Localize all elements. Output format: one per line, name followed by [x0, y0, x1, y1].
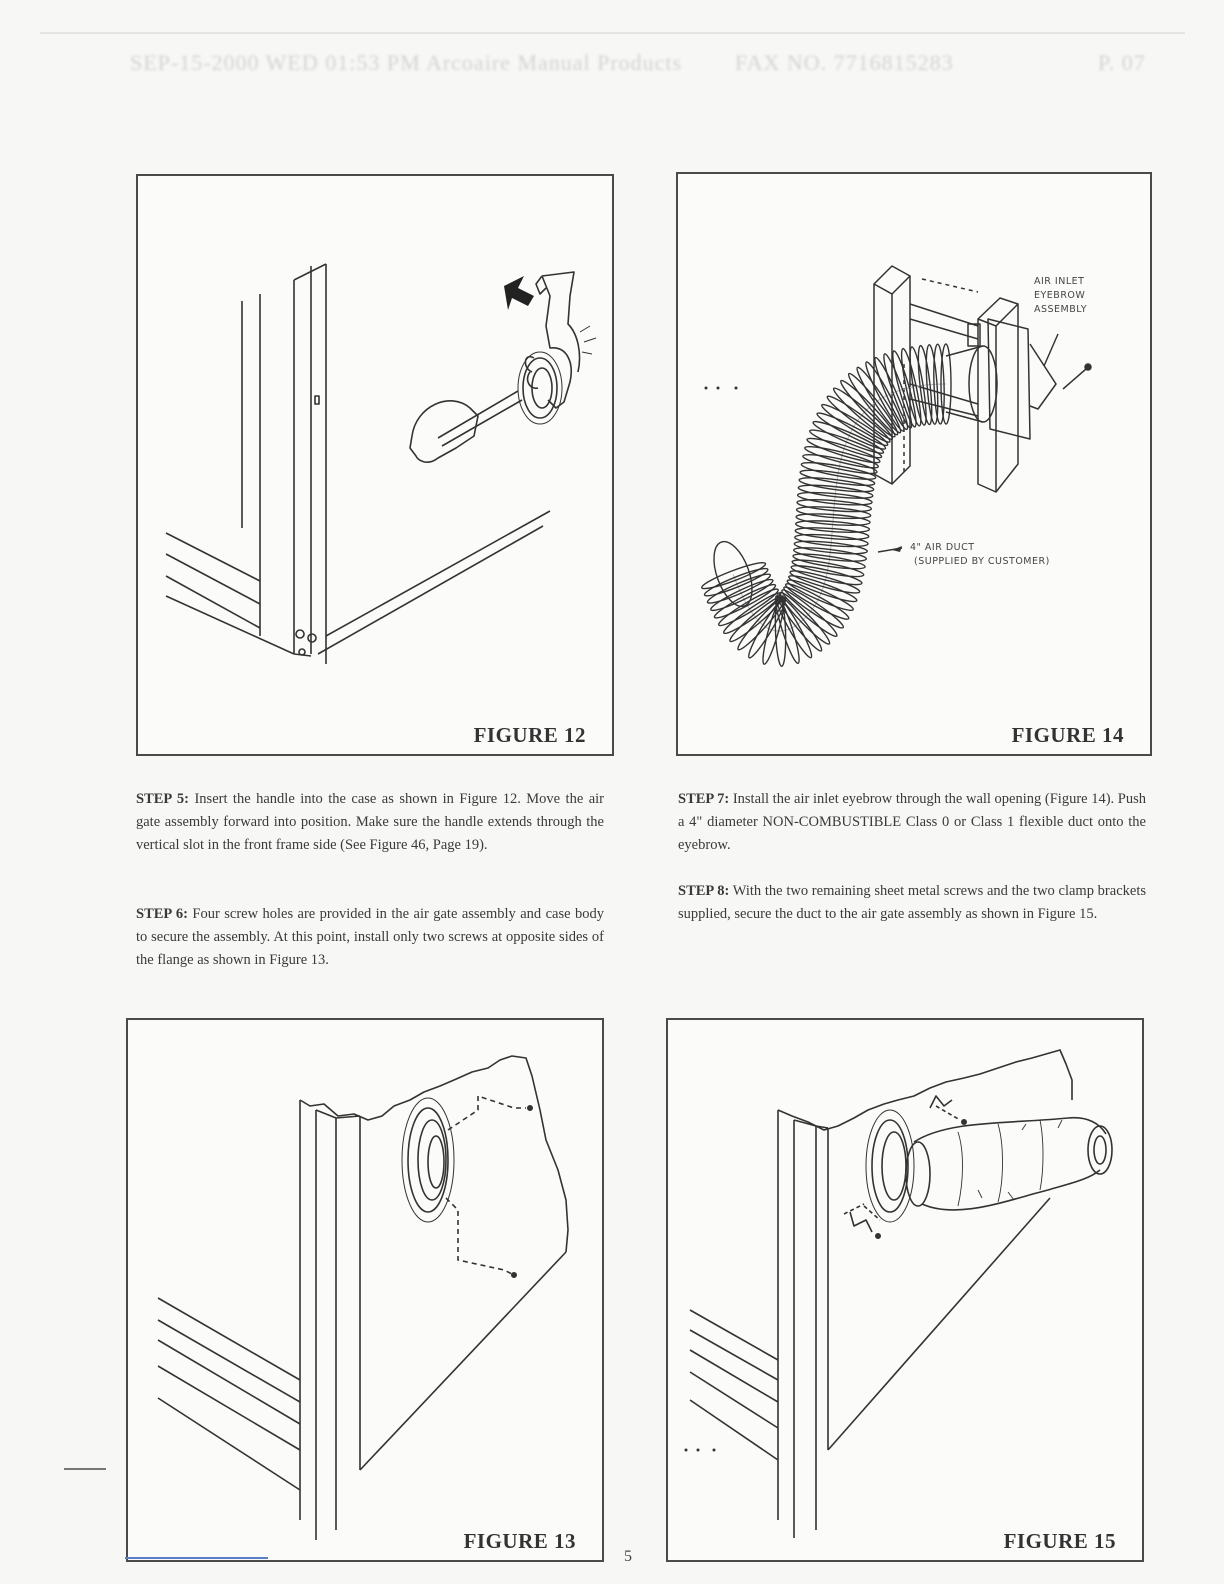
figure-14-label: FIGURE 14: [1011, 723, 1124, 747]
figure-15-label: FIGURE 15: [1003, 1529, 1116, 1553]
callout-eyebrow-line-1: AIR INLET: [1034, 276, 1085, 287]
direction-arrow-icon: [504, 276, 534, 310]
footer-underline: [125, 1557, 268, 1559]
callout-eyebrow-line-3: ASSEMBLY: [1034, 304, 1088, 315]
step-5-title: STEP 5:: [136, 791, 189, 807]
figure-13: [126, 1018, 604, 1562]
fax-header-sender: SEP-15-2000 WED 01:53 PM Arcoaire Manual Products: [130, 50, 683, 75]
step-5-text: Insert the handle into the case as shown in Figure 12. Move the air gate assembly forward into position. Make sure the handle extends through the vertical slot in the front frame side (See Figure 46, Page 19).: [136, 791, 605, 853]
step-8-title: STEP 8:: [678, 883, 730, 899]
margin-mark: [64, 1468, 106, 1470]
step-7-title: STEP 7:: [678, 791, 730, 807]
figure-15: [666, 1018, 1144, 1562]
step-6-title: STEP 6:: [136, 906, 188, 922]
step-7-text: Install the air inlet eyebrow through the wall opening (Figure 14). Push a 4" diameter NON-COMBUSTIBLE Class 0 or Class 1 flexible duct onto the eyebrow.: [678, 791, 1147, 853]
figure-14: [676, 172, 1152, 756]
figure-12-label: FIGURE 12: [473, 723, 586, 747]
figure-12-illustration: [138, 176, 612, 754]
step-5: [136, 788, 604, 857]
fax-header-page: P. 07: [1098, 50, 1146, 75]
figure-14-illustration: [678, 174, 1150, 754]
step-6: [136, 903, 604, 972]
fax-header-number: FAX NO. 7716815283: [735, 50, 954, 75]
step-8-text: With the two remaining sheet metal screws and the two clamp brackets supplied, secure the duct to the air gate assembly as shown in Figure 15.: [678, 883, 1146, 922]
figure-15-illustration: [668, 1020, 1142, 1560]
step-7: [678, 788, 1146, 857]
fax-header: [0, 0, 1224, 110]
figure-13-label: FIGURE 13: [463, 1529, 576, 1553]
fax-header-rule: [40, 32, 1185, 34]
callout-eyebrow-line-2: EYEBROW: [1034, 290, 1086, 301]
flexible-duct-rings: [700, 344, 951, 666]
callout-duct-line-1: 4" AIR DUCT: [910, 542, 975, 553]
step-6-text: Four screw holes are provided in the air gate assembly and case body to secure the assembly. At this point, install only two screws at opposite sides of the flange as shown in Figure 13.: [136, 906, 604, 968]
figure-12: [136, 174, 614, 756]
page-number: 5: [624, 1548, 632, 1565]
figure-13-illustration: [128, 1020, 602, 1560]
step-8: [678, 880, 1146, 926]
callout-duct-line-2: (SUPPLIED BY CUSTOMER): [914, 556, 1050, 567]
